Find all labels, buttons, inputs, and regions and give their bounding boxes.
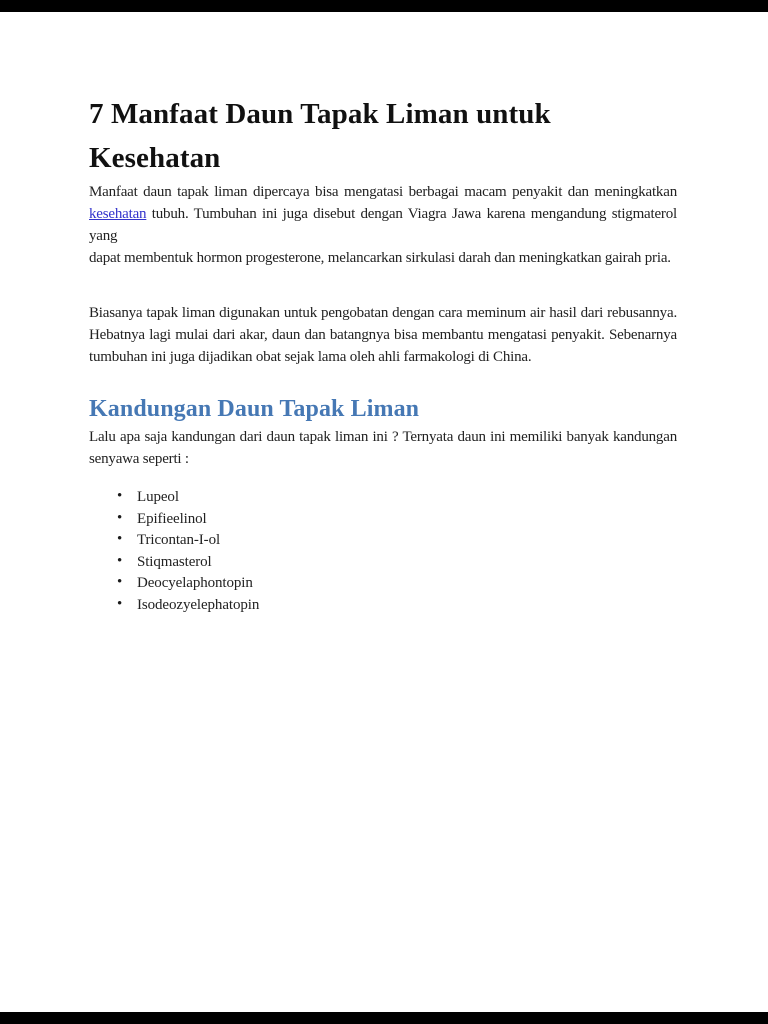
bullet-icon: • — [117, 509, 123, 526]
intro-line-2-text: tubuh. Tumbuhan ini juga disebut dengan Viagra Jawa karena mengandung stigmaterol yang — [89, 206, 677, 244]
list-item-label: Deocyelaphontopin — [137, 575, 253, 592]
intro-line-1: Manfaat daun tapak liman dipercaya bisa mengatasi berbagai macam penyakit dan meningkatkan — [89, 184, 677, 200]
intro-paragraph — [89, 181, 677, 269]
usage-line-3: tumbuhan ini juga dijadikan obat sejak lama oleh ahli farmakologi di China. — [89, 349, 532, 365]
compound-list — [89, 487, 677, 617]
kesehatan-link[interactable]: kesehatan — [89, 206, 147, 222]
lead-line-1: Lalu apa saja kandungan dari daun tapak liman ini ? Ternyata daun ini memiliki banyak kandungan — [89, 429, 677, 445]
list-item-label: Stiqmasterol — [137, 553, 212, 570]
list-item — [89, 552, 677, 574]
usage-line-2: Hebatnya lagi mulai dari akar, daun dan batangnya bisa membantu mengatasi penyakit. Sebenarnya — [89, 327, 677, 343]
list-item-label: Tricontan-I-ol — [137, 532, 221, 549]
page-title: 7 Manfaat Daun Tapak Liman untuk Kesehatan — [89, 98, 551, 174]
usage-paragraph — [89, 302, 677, 368]
lead-paragraph — [89, 426, 677, 470]
list-item — [89, 509, 677, 531]
list-item — [89, 595, 677, 617]
list-item — [89, 530, 677, 552]
bullet-icon: • — [117, 552, 123, 569]
intro-line-2 — [89, 203, 677, 247]
top-edge-bar — [0, 0, 768, 12]
lead-line-2: senyawa seperti : — [89, 451, 189, 467]
document-page — [89, 12, 677, 617]
bullet-icon: • — [117, 488, 123, 504]
bottom-edge-bar — [0, 1012, 768, 1024]
list-item-label: Isodeozyelephatopin — [137, 596, 260, 613]
usage-line-1: Biasanya tapak liman digunakan untuk pengobatan dengan cara meminum air hasil dari rebusannya. — [89, 305, 677, 321]
bullet-icon: • — [117, 574, 123, 591]
bullet-icon: • — [117, 595, 123, 612]
list-item-label: Lupeol — [137, 489, 179, 505]
list-item — [89, 573, 677, 595]
list-item-label: Epifieelinol — [137, 510, 207, 527]
section-heading: Kandungan Daun Tapak Liman — [89, 396, 420, 422]
list-item — [89, 487, 677, 509]
bullet-icon: • — [117, 531, 123, 548]
intro-line-3: dapat membentuk hormon progesterone, melancarkan sirkulasi darah dan meningkatkan gairah pria. — [89, 250, 671, 266]
